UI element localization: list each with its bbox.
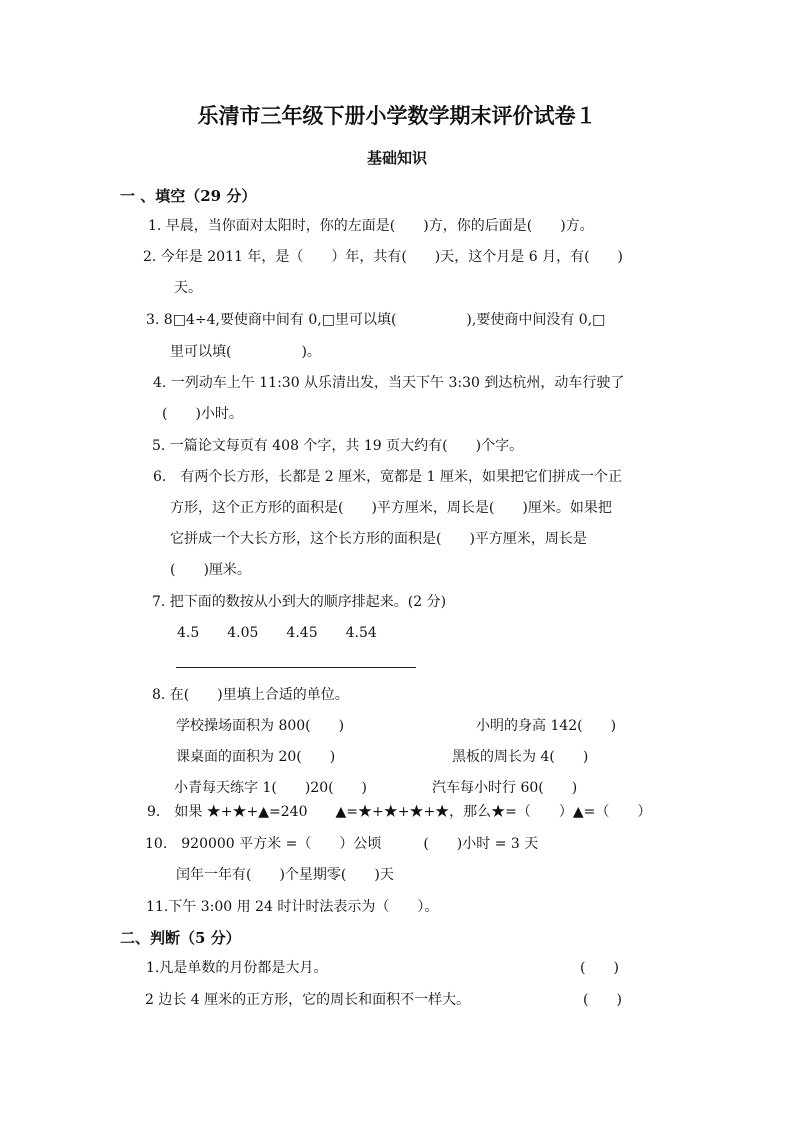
question-6-line-4: ( )厘米。	[170, 562, 251, 578]
judge-1-answer: ( )	[580, 960, 619, 976]
question-8-item-6: 汽车每小时行 60( )	[432, 780, 578, 796]
page-subtitle: 基础知识	[366, 149, 427, 167]
question-6-line-1: 6. 有两个长方形，长都是 2 厘米，宽都是 1 厘米，如果把它们拼成一个正	[153, 469, 622, 485]
question-8: 8. 在( )里填上合适的单位。	[152, 687, 349, 703]
question-6-line-2: 方形，这个正方形的面积是( )平方厘米，周长是( )厘米。如果把	[170, 500, 612, 516]
question-4-line-2: ( )小时。	[162, 406, 243, 422]
section-true-false-heading: 二、判断（5 分）	[120, 929, 241, 947]
question-2-line-2: 天。	[174, 280, 202, 296]
question-2-line-1: 2. 今年是 2011 年，是（ ）年，共有( )天，这个月是 6 月，有( )	[143, 249, 623, 265]
question-6-line-3: 它拼成一个大长方形，这个长方形的面积是( )平方厘米，周长是	[170, 531, 587, 547]
question-3-line-2: 里可以填( )。	[170, 344, 321, 360]
question-9: 9. 如果 ★+★+▲=240 ▲=★+★+★+★，那么★=（ ）▲=（ ）	[147, 804, 652, 820]
question-5: 5. 一篇论文每页有 408 个字，共 19 页大约有( )个字。	[152, 438, 524, 454]
question-8-item-4: 黑板的周长为 4( )	[452, 749, 589, 765]
question-8-item-1: 学校操场面积为 800( )	[176, 718, 345, 734]
judge-2-answer: ( )	[583, 992, 622, 1008]
question-1: 1. 早晨，当你面对太阳时，你的左面是( )方，你的后面是( )方。	[148, 218, 594, 234]
question-8-item-3: 课桌面的面积为 20( )	[176, 749, 336, 765]
question-8-item-5: 小青每天练字 1( )20( )	[174, 780, 368, 796]
judge-2: 2 边长 4 厘米的正方形，它的周长和面积不一样大。	[145, 992, 471, 1008]
page-title: 乐清市三年级下册小学数学期末评价试卷１	[197, 103, 597, 128]
question-11: 11.下午 3:00 用 24 时计时法表示为（ ）。	[146, 899, 439, 915]
question-4-line-1: 4. 一列动车上午 11:30 从乐清出发，当天下午 3:30 到达杭州，动车行驶了	[153, 375, 625, 391]
question-3-line-1: 3. 8□4÷4,要使商中间有 0,□里可以填( ),要使商中间没有 0,□	[146, 312, 606, 328]
judge-1: 1.凡是单数的月份都是大月。	[146, 960, 328, 976]
question-10-line-2: 闰年一年有( )个星期零( )天	[176, 867, 394, 883]
question-7-numbers: 4.5 4.05 4.45 4.54	[177, 625, 377, 641]
section-fill-in-heading: 一 、填空（29 分）	[120, 187, 257, 205]
answer-blank-line	[176, 667, 416, 668]
question-10-line-1: 10. 920000 平方米 =（ ）公顷 ( )小时 = 3 天	[145, 836, 539, 852]
question-8-item-2: 小明的身高 142( )	[476, 718, 617, 734]
question-7: 7. 把下面的数按从小到大的顺序排起来。(2 分)	[152, 594, 447, 610]
